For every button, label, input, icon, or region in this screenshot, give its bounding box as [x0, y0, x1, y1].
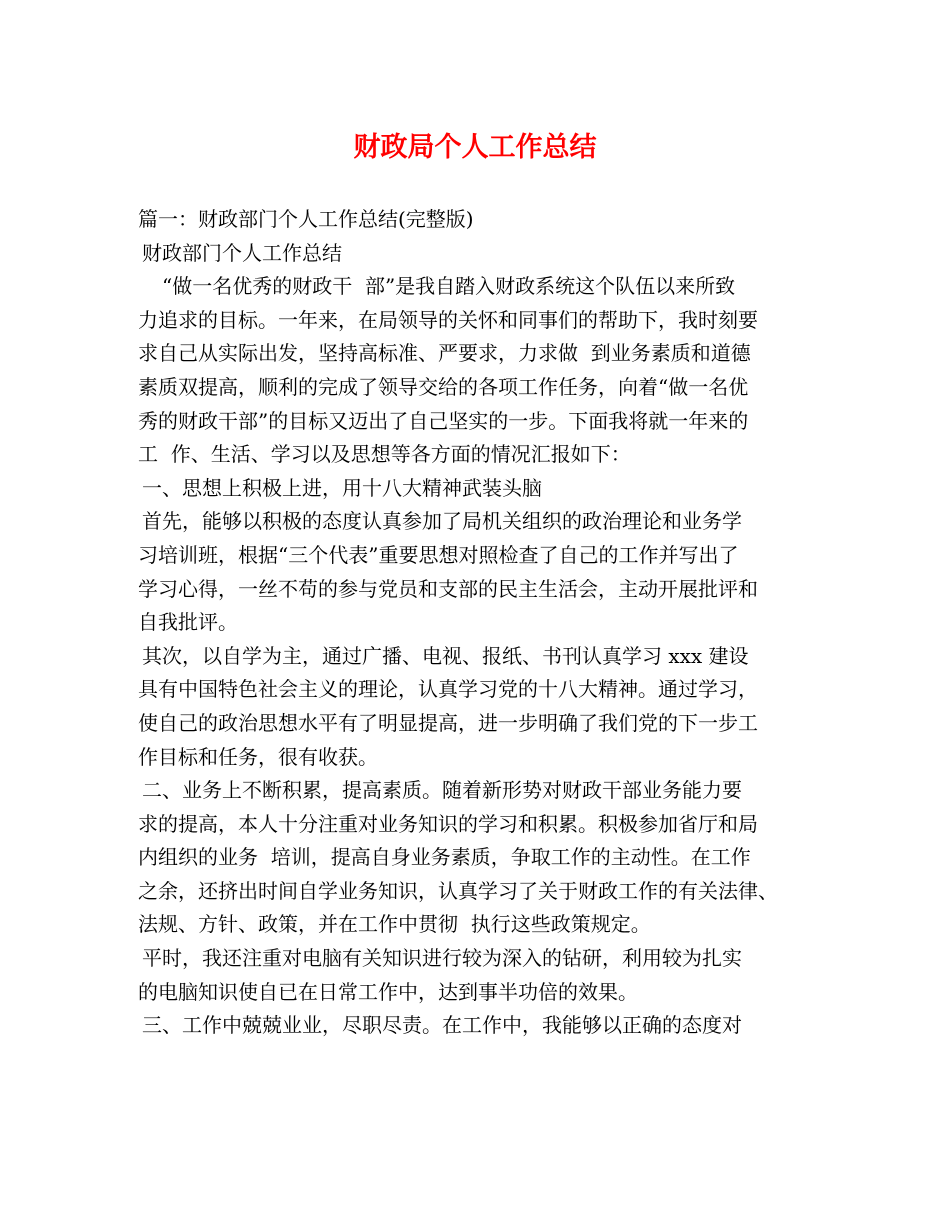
paragraph-line: 篇一：财政部门个人工作总结(完整版)	[138, 207, 474, 231]
paragraph-line: 具有中国特色社会主义的理论，认真学习党的十八大精神。通过学习，	[138, 677, 758, 702]
paragraph-line: 三、工作中兢兢业业，尽职尽责。在工作中，我能够以正确的态度对	[142, 1013, 742, 1038]
paragraph-line: 作目标和任务，很有收获。	[138, 744, 378, 769]
paragraph-line: 工 作、生活、学习以及思想等各方面的情况汇报如下：	[138, 442, 631, 467]
paragraph-line: 一、思想上积极上进，用十八大精神武装头脑	[142, 475, 542, 500]
paragraph-line: 自我批评。	[138, 610, 238, 635]
paragraph-line: 平时，我还注重对电脑有关知识进行较为深入的钻研，利用较为扎实	[142, 946, 742, 971]
paragraph-line: 之余，还挤出时间自学业务知识，认真学习了关于财政工作的有关法律、	[138, 878, 778, 903]
paragraph-line: “做一名优秀的财政干 部”是我自踏入财政系统这个队伍以来所致	[162, 274, 736, 299]
document-body	[138, 203, 838, 1043]
paragraph-line: 秀的财政干部”的目标又迈出了自己坚实的一步。下面我将就一年来的	[138, 408, 749, 433]
paragraph-line: 力追求的目标。一年来，在局领导的关怀和同事们的帮助下，我时刻要	[138, 307, 758, 332]
paragraph-line: 求的提高，本人十分注重对业务知识的学习和积累。积极参加省厅和局	[138, 811, 758, 836]
paragraph-line: 首先，能够以积极的态度认真参加了局机关组织的政治理论和业务学	[142, 509, 742, 534]
paragraph-line: 学习心得，一丝不苟的参与党员和支部的民主生活会，主动开展批评和	[138, 576, 758, 601]
paragraph-line: 习培训班，根据“三个代表”重要思想对照检查了自己的工作并写出了	[138, 542, 739, 567]
paragraph-line: 使自己的政治思想水平有了明显提高，进一步明确了我们党的下一步工	[138, 710, 758, 735]
document-title: 财政局个人工作总结	[353, 132, 597, 163]
paragraph-line: 求自己从实际出发，坚持高标准、严要求，力求做 到业务素质和道德	[138, 341, 751, 366]
paragraph-line: 法规、方针、政策，并在工作中贯彻 执行这些政策规定。	[138, 912, 651, 937]
paragraph-line: 的电脑知识使自已在日常工作中，达到事半功倍的效果。	[138, 979, 638, 1004]
paragraph-line: 素质双提高，顺利的完成了领导交给的各项工作任务，向着“做一名优	[138, 374, 749, 399]
paragraph-line: 其次，以自学为主，通过广播、电视、报纸、书刊认真学习 xxx 建设	[142, 643, 749, 668]
paragraph-line: 二、业务上不断积累，提高素质。随着新形势对财政干部业务能力要	[142, 778, 742, 803]
paragraph-line: 内组织的业务 培训，提高自身业务素质，争取工作的主动性。在工作	[138, 845, 751, 870]
paragraph-line: 财政部门个人工作总结	[142, 240, 342, 265]
